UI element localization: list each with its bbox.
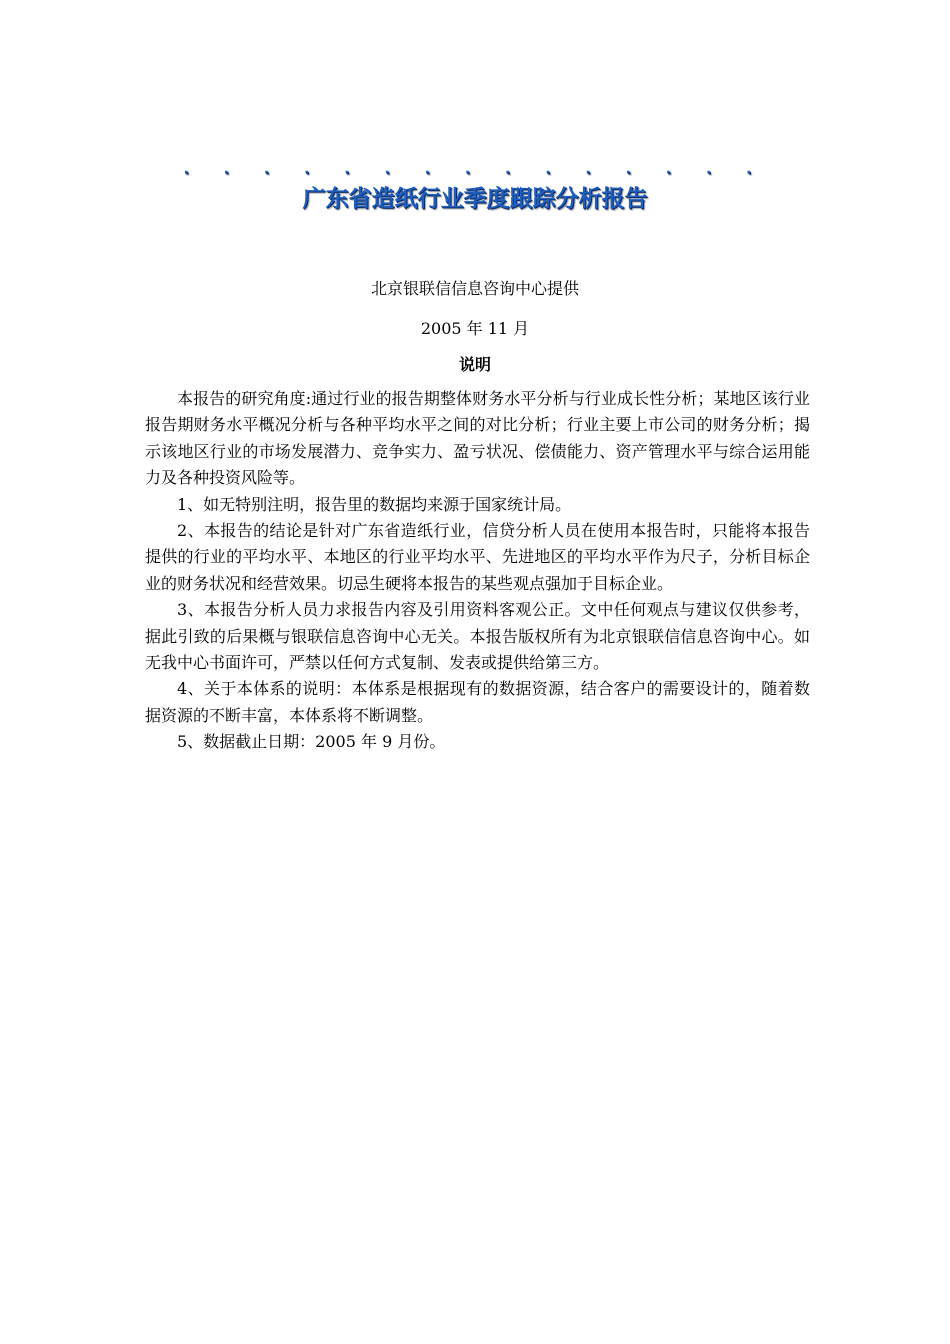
report-date: 2005 年 11 月: [420, 319, 530, 338]
paragraph-note-5: 5、数据截止日期：2005 年 9 月份。: [177, 732, 446, 752]
paragraph-note-1: 1、如无特别注明，报告里的数据均来源于国家统计局。: [177, 494, 572, 514]
report-title: [183, 165, 767, 213]
title-emphasis-dots: · · · · · · · · · · · · · · ·: [183, 165, 767, 181]
title-block: [0, 165, 950, 213]
section-heading: 说明: [458, 355, 491, 374]
paragraph-intro: 本报告的研究角度:通过行业的报告期整体财务水平分析与行业成长性分析；某地区该行业报告期财务水平概况分析与各种平均水平之间的对比分析；行业主要上市公司的财务分析；揭示该地区行业的市场发展潜力、竞争实力、盈亏状况、偿债能力、资产管理水平与综合运用能力及各种投资风险等。: [145, 389, 810, 488]
paragraph-note-3: 3、本报告分析人员力求报告内容及引用资料客观公正。文中任何观点与建议仅供参考，据此引致的后果概与银联信息咨询中心无关。本报告版权所有为北京银联信信息咨询中心。如无我中心书面许可，严禁以任何方式复制、发表或提供给第三方。: [145, 600, 810, 673]
report-title-text: 广东省造纸行业季度跟踪分析报告: [302, 186, 648, 212]
body-text: [145, 386, 810, 756]
paragraph-note-2: 2、本报告的结论是针对广东省造纸行业，信贷分析人员在使用本报告时，只能将本报告提供的行业的平均水平、本地区的行业平均水平、先进地区的平均水平作为尺子，分析目标企业的财务状况和经营效果。切忌生硬将本报告的某些观点强加于目标企业。: [145, 521, 810, 593]
provider-line: 北京银联信信息咨询中心提供: [370, 279, 579, 298]
paragraph-note-4: 4、关于本体系的说明：本体系是根据现有的数据资源，结合客户的需要设计的，随着数据资源的不断丰富，本体系将不断调整。: [145, 679, 810, 725]
